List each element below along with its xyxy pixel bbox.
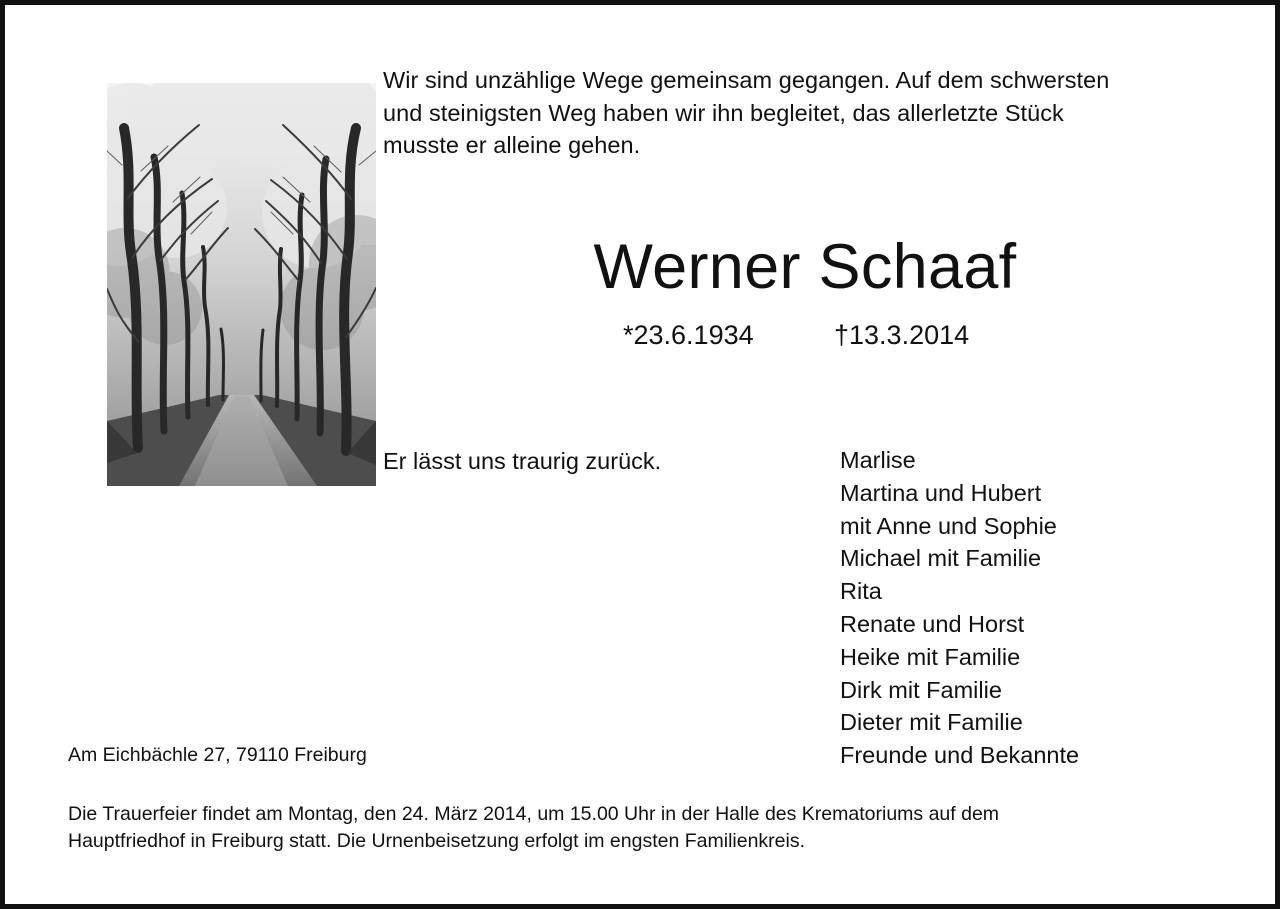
family-address: Am Eichbächle 27, 79110 Freiburg (68, 744, 367, 766)
mourner-name: Dirk mit Familie (840, 676, 1002, 703)
memorial-verse: Wir sind unzählige Wege gemeinsam gegangen. Auf dem schwersten und steinigsten Weg haben wir ihn begleitet, das allerletzte Stück musste er alleine gehen. (383, 67, 1110, 158)
mourner-name: Rita (840, 578, 882, 605)
death-date: †13.3.2014 (834, 320, 970, 350)
mourner-name: mit Anne und Sophie (840, 512, 1057, 539)
mourner-name: Michael mit Familie (840, 545, 1042, 572)
mourner-name: Freunde und Bekannte (840, 742, 1080, 769)
mourner-name: Marlise (840, 447, 916, 473)
mourner-name: Renate und Horst (840, 610, 1025, 637)
birth-date: *23.6.1934 (623, 320, 754, 350)
mourner-name: Heike mit Familie (840, 643, 1021, 670)
mourner-name: Dieter mit Familie (840, 709, 1023, 736)
tree-avenue-photo (107, 83, 376, 486)
tree-avenue-icon (107, 83, 376, 486)
farewell-message: Er lässt uns traurig zurück. (383, 448, 662, 474)
mourner-name: Martina und Hubert (840, 479, 1042, 506)
mourners-list (840, 444, 1079, 772)
deceased-name: Werner Schaaf (593, 232, 1017, 302)
ceremony-information: Die Trauerfeier findet am Montag, den 24. März 2014, um 15.00 Uhr in der Halle des Krematoriums auf dem Hauptfriedhof in Freiburg statt. Die Urnenbeisetzung erfolgt im engsten Familienkreis. (68, 803, 1000, 852)
